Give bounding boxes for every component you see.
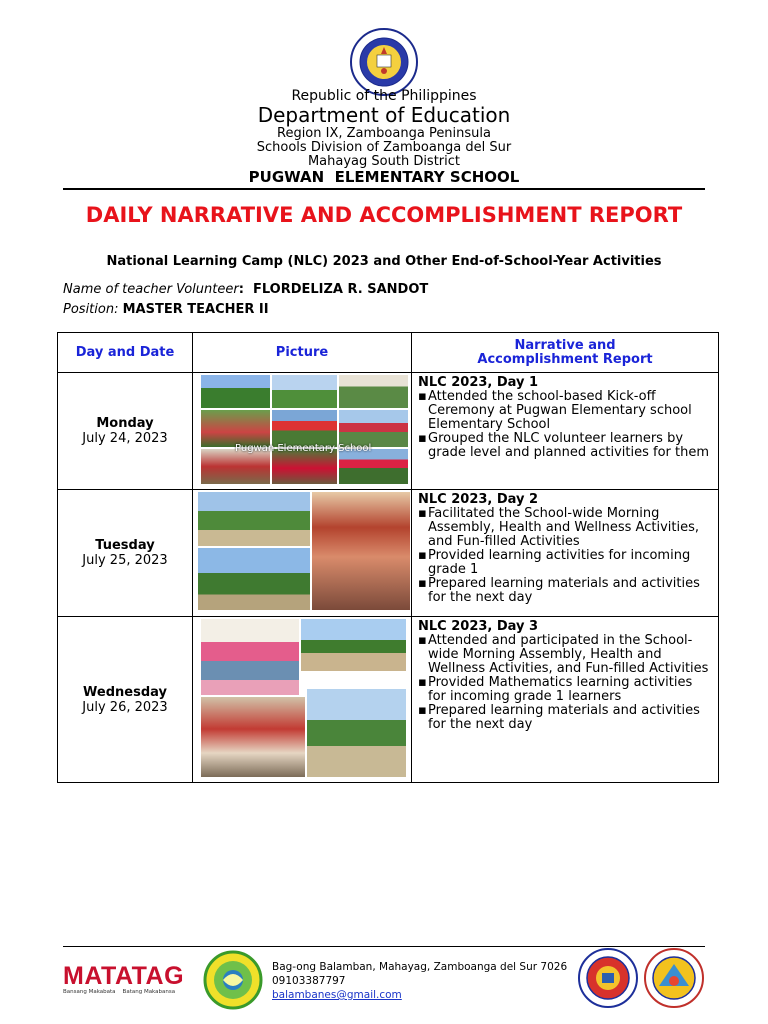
date-text: July 25, 2023 — [82, 553, 168, 568]
school-logo — [199, 950, 267, 1010]
table-header-row — [58, 333, 719, 373]
photo — [201, 619, 299, 695]
photo-collage — [198, 492, 410, 610]
header-narrative: Narrative and Accomplishment Report — [412, 333, 719, 373]
photo-collage — [201, 619, 406, 777]
photo — [201, 375, 270, 408]
photo — [201, 449, 270, 484]
narrative-title: NLC 2023, Day 1 — [418, 375, 539, 390]
day-date-cell — [58, 373, 193, 490]
teacher-name-label: Name of teacher Volunteer — [63, 282, 239, 297]
header-divider — [63, 188, 705, 190]
photo-collage — [201, 375, 408, 484]
photo — [307, 689, 406, 777]
photo — [201, 697, 305, 777]
list-item: ▪ Attended and participated in the School-wide Morning Assembly, Health and Wellness Activities, and Fun-filled Activities — [418, 634, 714, 676]
teacher-name-value: FLORDELIZA R. SANDOT — [252, 282, 429, 297]
list-item: ▪ Attended the school-based Kick-off Ceremony at Pugwan Elementary school Elementary School — [418, 390, 714, 432]
date-text: July 24, 2023 — [82, 431, 168, 446]
table-row — [58, 373, 719, 490]
footer-contact — [272, 960, 567, 1002]
day-date-cell — [58, 490, 193, 617]
day-name: Monday — [96, 416, 154, 431]
photo — [272, 410, 337, 447]
narrative-list — [418, 507, 714, 605]
matatag-tagline: Bansang Makabata Batang Makabansa — [63, 989, 176, 995]
photo — [201, 410, 270, 447]
deped-seal-logo — [349, 27, 419, 97]
list-item: ▪ Prepared learning materials and activities for the next day — [418, 704, 714, 732]
school-name: PUGWAN ELEMENTARY SCHOOL — [248, 168, 520, 186]
header-day-date: Day and Date — [58, 333, 193, 373]
list-item: ▪ Provided learning activities for incoming grade 1 — [418, 549, 714, 577]
report-title: DAILY NARRATIVE AND ACCOMPLISHMENT REPORT — [85, 203, 683, 227]
picture-cell — [193, 617, 412, 783]
footer-address: Bag-ong Balamban, Mahayag, Zamboanga del Sur 7026 — [272, 961, 568, 973]
matatag-wordmark: MATATAG — [63, 962, 185, 990]
report-table — [57, 332, 719, 783]
narrative-title: NLC 2023, Day 2 — [418, 492, 539, 507]
narrative-cell — [412, 490, 719, 617]
department-line: Department of Education — [257, 103, 511, 127]
position-value: MASTER TEACHER II — [122, 302, 269, 317]
picture-cell — [193, 373, 412, 490]
division-seal-logo — [641, 948, 707, 1008]
day-date-cell — [58, 617, 193, 783]
photo — [301, 619, 406, 671]
photo — [339, 410, 408, 447]
district-line: Mahayag South District — [307, 154, 461, 169]
photo — [198, 492, 310, 546]
division-line: Schools Division of Zamboanga del Sur — [256, 140, 512, 155]
report-subtitle: National Learning Camp (NLC) 2023 and Other End-of-School-Year Activities — [106, 254, 662, 269]
footer-phone: 09103387797 — [272, 975, 346, 987]
region-line: Region IX, Zamboanga Peninsula — [277, 126, 491, 141]
teacher-name-line: Name of teacher Volunteer: FLORDELIZA R. SANDOT — [63, 282, 429, 297]
narrative-cell — [412, 617, 719, 783]
narrative-list — [418, 390, 714, 460]
footer-email-link[interactable]: balambanes@gmail.com — [272, 989, 402, 1001]
photo — [272, 375, 337, 408]
photo-caption: Pugwan Elementary School — [235, 443, 372, 454]
position-line — [63, 302, 269, 317]
republic-line: Republic of the Philippines — [291, 88, 477, 104]
position-label: Position: — [63, 302, 119, 317]
photo — [312, 492, 410, 610]
date-text: July 26, 2023 — [82, 699, 168, 715]
photo — [198, 548, 310, 610]
list-item: ▪ Facilitated the School-wide Morning Assembly, Health and Wellness Activities, and Fun-filled Activities — [418, 507, 714, 549]
list-item: ▪ Prepared learning materials and activities for the next day — [418, 577, 714, 605]
day-name: Tuesday — [95, 538, 155, 553]
narrative-cell — [412, 373, 719, 490]
header-picture: Picture — [193, 333, 412, 373]
footer-divider — [63, 946, 705, 947]
list-item: ▪ Grouped the NLC volunteer learners by grade level and planned activities for them — [418, 432, 714, 460]
district-seal-logo — [576, 948, 640, 1008]
photo — [339, 375, 408, 408]
photo — [339, 449, 408, 484]
table-row — [58, 617, 719, 783]
table-row — [58, 490, 719, 617]
matatag-logo — [63, 962, 184, 995]
picture-cell — [193, 490, 412, 617]
photo — [272, 449, 337, 484]
day-name: Wednesday — [83, 684, 167, 700]
narrative-list — [418, 634, 714, 732]
list-item: ▪ Provided Mathematics learning activities for incoming grade 1 learners — [418, 676, 714, 704]
narrative-title: NLC 2023, Day 3 — [418, 619, 539, 634]
